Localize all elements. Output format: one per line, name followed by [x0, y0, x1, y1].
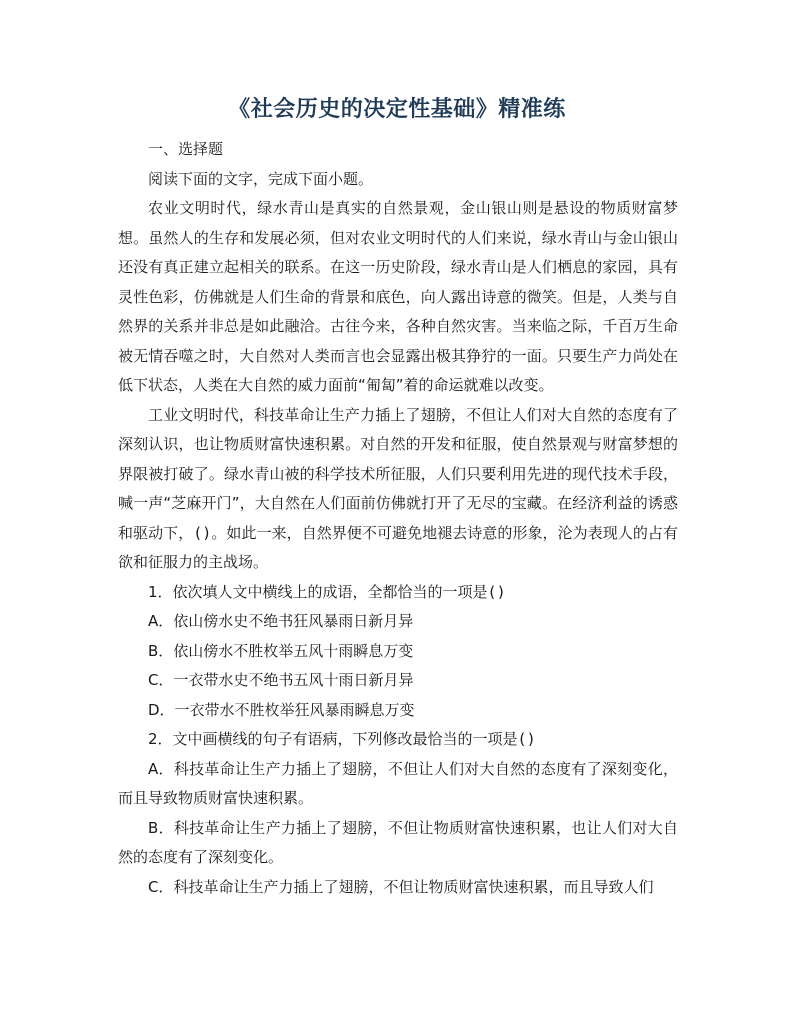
question-1-stem: [118, 578, 678, 608]
question-1-option-a: A．依山傍水史不绝书狂风暴雨日新月异: [148, 612, 414, 630]
document-body: [118, 135, 678, 902]
page-title: 《社会历史的决定性基础》精准练: [228, 96, 566, 122]
question-2-option-b: B．科技革命让生产力插上了翅膀，不但让物质财富快速积累，也让人们对大自然的态度有了深刻变化。: [118, 818, 678, 866]
question-2-option-c: C．科技革命让生产力插上了翅膀，不但让物质财富快速积累，而且导致人们: [148, 877, 654, 896]
question-2-option-a: A．科技革命让生产力插上了翅膀，不但让人们对大自然的态度有了深刻变化，而且导致物质财富快速积累。: [118, 759, 678, 807]
question-2-stem: [118, 725, 678, 755]
passage-paragraph-2-part-b: 。如此一来，自然界便不可避免地褪去诗意的形象，沦为表现人的占有欲和征服力的主战场。: [118, 523, 678, 571]
passage-paragraph-2-part-a: 工业文明时代，科技革命让生产力插上了翅膀，不但让人们对大自然的态度有了深刻认识，也让物质财富快速积累。对自然的开发和征服，使自然景观与财富梦想的界限被打破了。绿水青山被的科学技术所征服，人们只要利用先进的现代技术手段，喊一声“芝麻开门”，大自然在人们面前仿佛就打开了无尽的宝藏。在经济利益的诱惑和驱动下，: [118, 405, 678, 542]
question-2-text: 2．文中画横线的句子有语病，下列修改最恰当的一项是: [148, 730, 518, 748]
question-1-option-c: C．一衣带水史不绝书五风十雨日新月异: [148, 671, 414, 689]
question-1-option-b: B．依山傍水不胜枚举五风十雨瞬息万变: [148, 641, 414, 660]
instruction-text: 阅读下面的文字，完成下面小题。: [148, 169, 374, 188]
blank-parenthesis: (): [193, 523, 212, 542]
passage-paragraph-1: 农业文明时代，绿水青山是真实的自然景观，金山银山则是悬设的物质财富梦想。虽然人的生存和发展必须，但对农业文明时代的人们来说，绿水青山与金山银山还没有真正建立起相关的联系。在这一历史阶段，绿水青山是人们栖息的家园，具有灵性色彩，仿佛就是人们生命的背景和底色，向人露出诗意的微笑。但是，人类与自然界的关系并非总是如此融洽。古往今来，各种自然灾害。当来临之际，千百万生命被无情吞噬之时，大自然对人类而言也会显露出极其狰狞的一面。只要生产力尚处在低下状态，人类在大自然的威力面前“匍匐”着的命运就难以改变。: [118, 199, 678, 394]
answer-parenthesis: (): [487, 582, 506, 601]
answer-parenthesis: (): [517, 730, 536, 748]
passage-paragraph-2: [118, 401, 678, 578]
section-heading: 一、选择题: [148, 140, 224, 158]
question-1-text: 1．依次填人文中横线上的成语，全都恰当的一项是: [148, 582, 488, 601]
question-1-option-d: D．一衣带水不胜枚举狂风暴雨瞬息万变: [148, 700, 415, 719]
